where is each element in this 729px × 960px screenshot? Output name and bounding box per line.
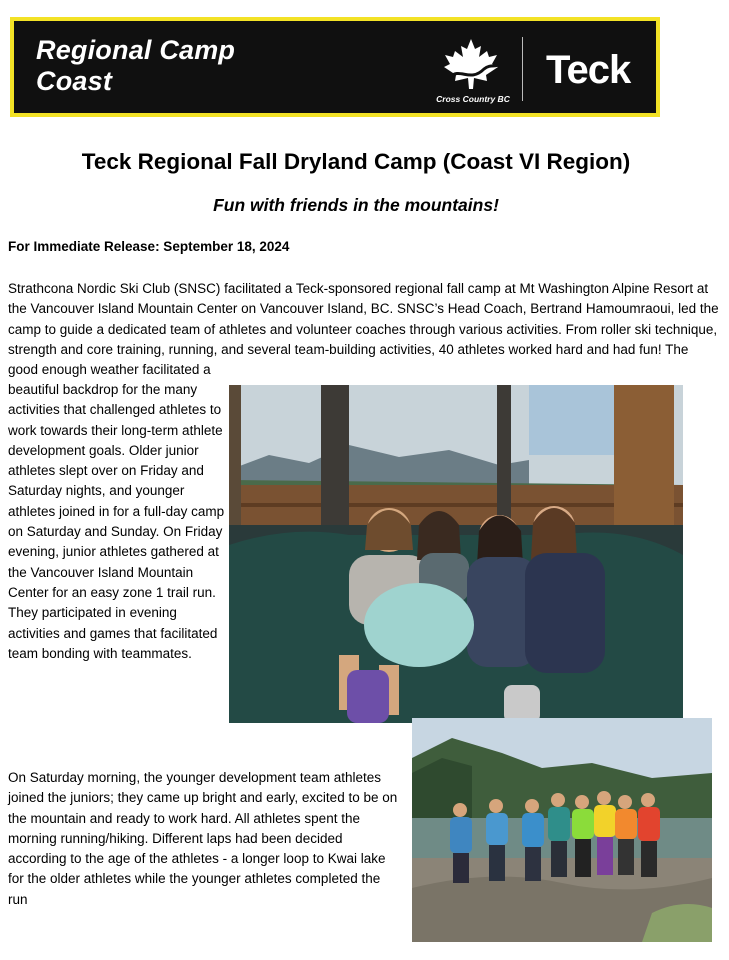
article-subtitle: Fun with friends in the mountains! xyxy=(213,195,499,215)
camp-title xyxy=(36,35,235,97)
paragraph-saturday: On Saturday morning, the younger development team athletes joined the juniors; they came up bright and early, excited to be on the mountain and ready to work hard. All athletes spent the morning running/hiking. Different laps had been decided according to the age of the athletes - a longer loop to Kwai lake for the older athletes while the younger athletes completed the run xyxy=(8,770,398,907)
camp-title-line2: Coast xyxy=(36,66,113,96)
sponsor-logo: Teck xyxy=(546,48,631,92)
article-title: Teck Regional Fall Dryland Camp (Coast VI Region) xyxy=(81,149,631,174)
lake-group-photo xyxy=(412,718,712,942)
camp-title-line1: Regional Camp xyxy=(36,35,236,65)
org-name: Cross Country BC xyxy=(436,94,510,104)
paragraph-intro-continued: beautiful backdrop for the many activities that challenged athletes to work towards their long-term athlete development goals. Older junior athletes slept over on Friday and Saturday nights, and younger athletes joined in for a full-day camp on Saturday and Sunday. On Friday evening, junior athletes gathered at the Vancouver Island Mountain Center for an easy zone 1 trail run. They participated in evening activities and games that facilitated team bonding with teammates. xyxy=(8,382,225,661)
release-date: For Immediate Release: September 18, 2024 xyxy=(8,239,290,254)
lodge-group-photo xyxy=(229,385,683,723)
paragraph-intro: Strathcona Nordic Ski Club (SNSC) facilitated a Teck-sponsored regional fall camp at Mt Washington Alpine Resort at the Vancouver Island Mountain Center on Vancouver Island, BC. SNSC’s Head Coach, Bertrand Hamoumraoui, led the camp to guide a dedicated team of athletes and volunteer coaches through various activities. From roller ski technique, strength and core training, running, and several team-building activities, 40 athletes worked hard and had fun! The good enough weather facilitated a xyxy=(8,281,719,378)
camp-banner xyxy=(10,17,660,117)
banner-divider xyxy=(522,37,523,101)
maple-leaf-logo-icon xyxy=(440,37,502,91)
